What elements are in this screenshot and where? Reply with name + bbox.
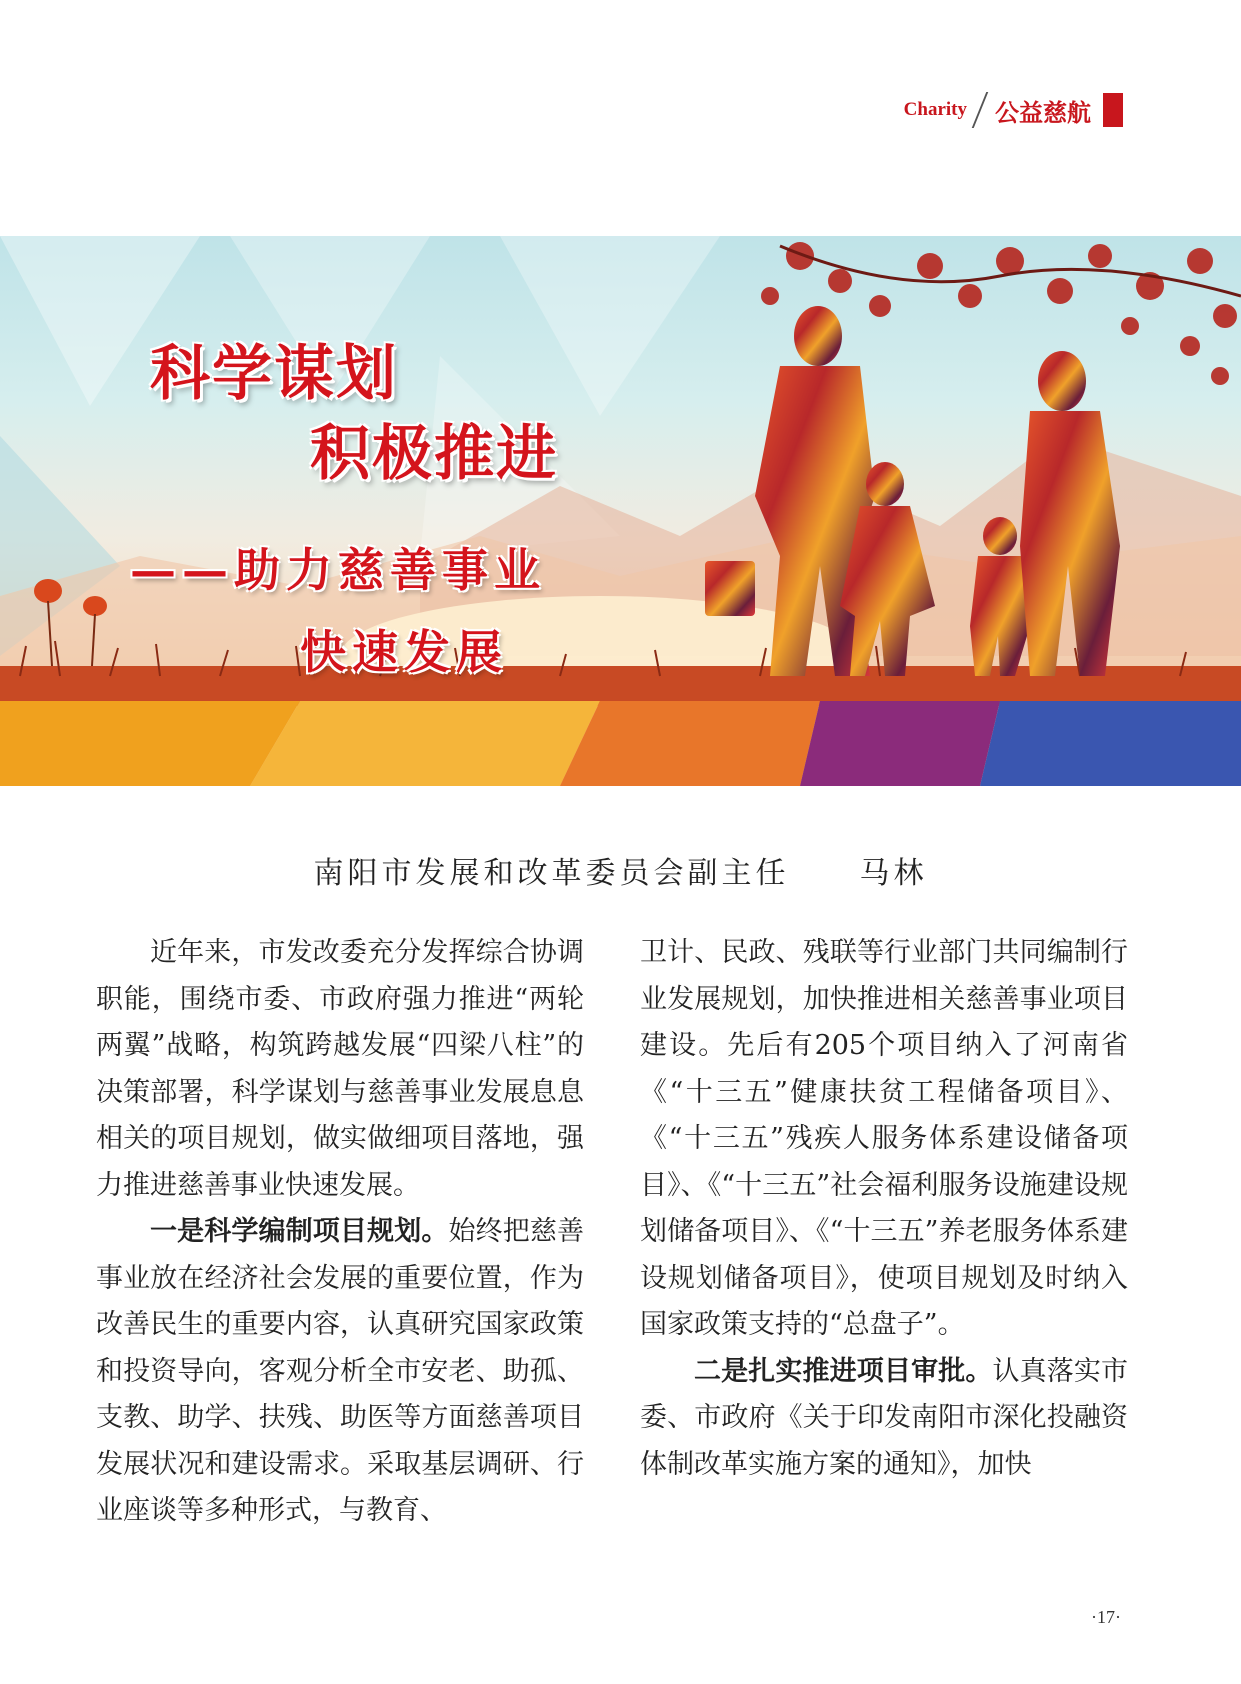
point-two-text: 认真落实市委、市政府《关于印发南阳市深化投融资体制改革实施方案的通知》，加快 [640, 1355, 1129, 1480]
point-one-heading: 一是科学编制项目规划。 [150, 1216, 449, 1247]
section-label-en: Charity [903, 99, 967, 120]
page-number: ·17· [1091, 1607, 1121, 1627]
section-label-cn: 公益慈航 [995, 97, 1091, 127]
point-two-heading: 二是扎实推进项目审批。 [694, 1355, 993, 1387]
section-tag [904, 92, 1123, 128]
author-position: 南阳市发展和改革委员会副主任 [313, 856, 790, 891]
section-divider [972, 92, 989, 128]
banner-title-line1: 科学谋划 [150, 339, 398, 409]
paragraph-continued: 卫计、民政、残联等行业部门共同编制行业发展规划，加快推进相关慈善事业项目建设。先后有205个项目纳入了河南省《“十三五”健康扶贫工程储备项目》、《“十三五”残疾人服务体系建设储备项目》、《“十三五”社会福利服务设施建设规划储备项目》、《“十三五”养老服务体系建设规划储备项目》，使项目规划及时纳入国家政策支持的“总盘子”。 [640, 937, 1128, 1340]
section-marker [1103, 93, 1123, 127]
author-name: 马林 [859, 856, 928, 891]
point-one-text: 始终把慈善事业放在经济社会发展的重要位置，作为改善民生的重要内容，认真研究国家政策和投资导向，客观分析全市安老、助孤、支教、助学、扶残、助医等方面慈善项目发展状况和建设需求。采取基层调研、行业座谈等多种形式，与教育、 [96, 1216, 585, 1526]
banner-title-line2: 积极推进 [310, 419, 558, 489]
banner-subtitle-line2: 快速发展 [300, 625, 508, 679]
banner-image [0, 236, 1241, 786]
paragraph-intro: 近年来，市发改委充分发挥综合协调职能，围绕市委、市政府强力推进“两轮两翼”战略，构筑跨越发展“四梁八柱”的决策部署，科学谋划与慈善事业发展息息相关的项目规划，做实做细项目落地，强力推进慈善事业快速发展。 [96, 937, 584, 1201]
byline [0, 848, 1241, 892]
banner-illustration [0, 236, 1241, 786]
article-column-left [96, 930, 584, 1535]
paragraph-point-one [96, 1209, 584, 1535]
banner-subtitle-line1: ——助力慈善事业 [130, 543, 546, 597]
article-column-right [640, 930, 1128, 1488]
paragraph-point-two [640, 1349, 1128, 1489]
